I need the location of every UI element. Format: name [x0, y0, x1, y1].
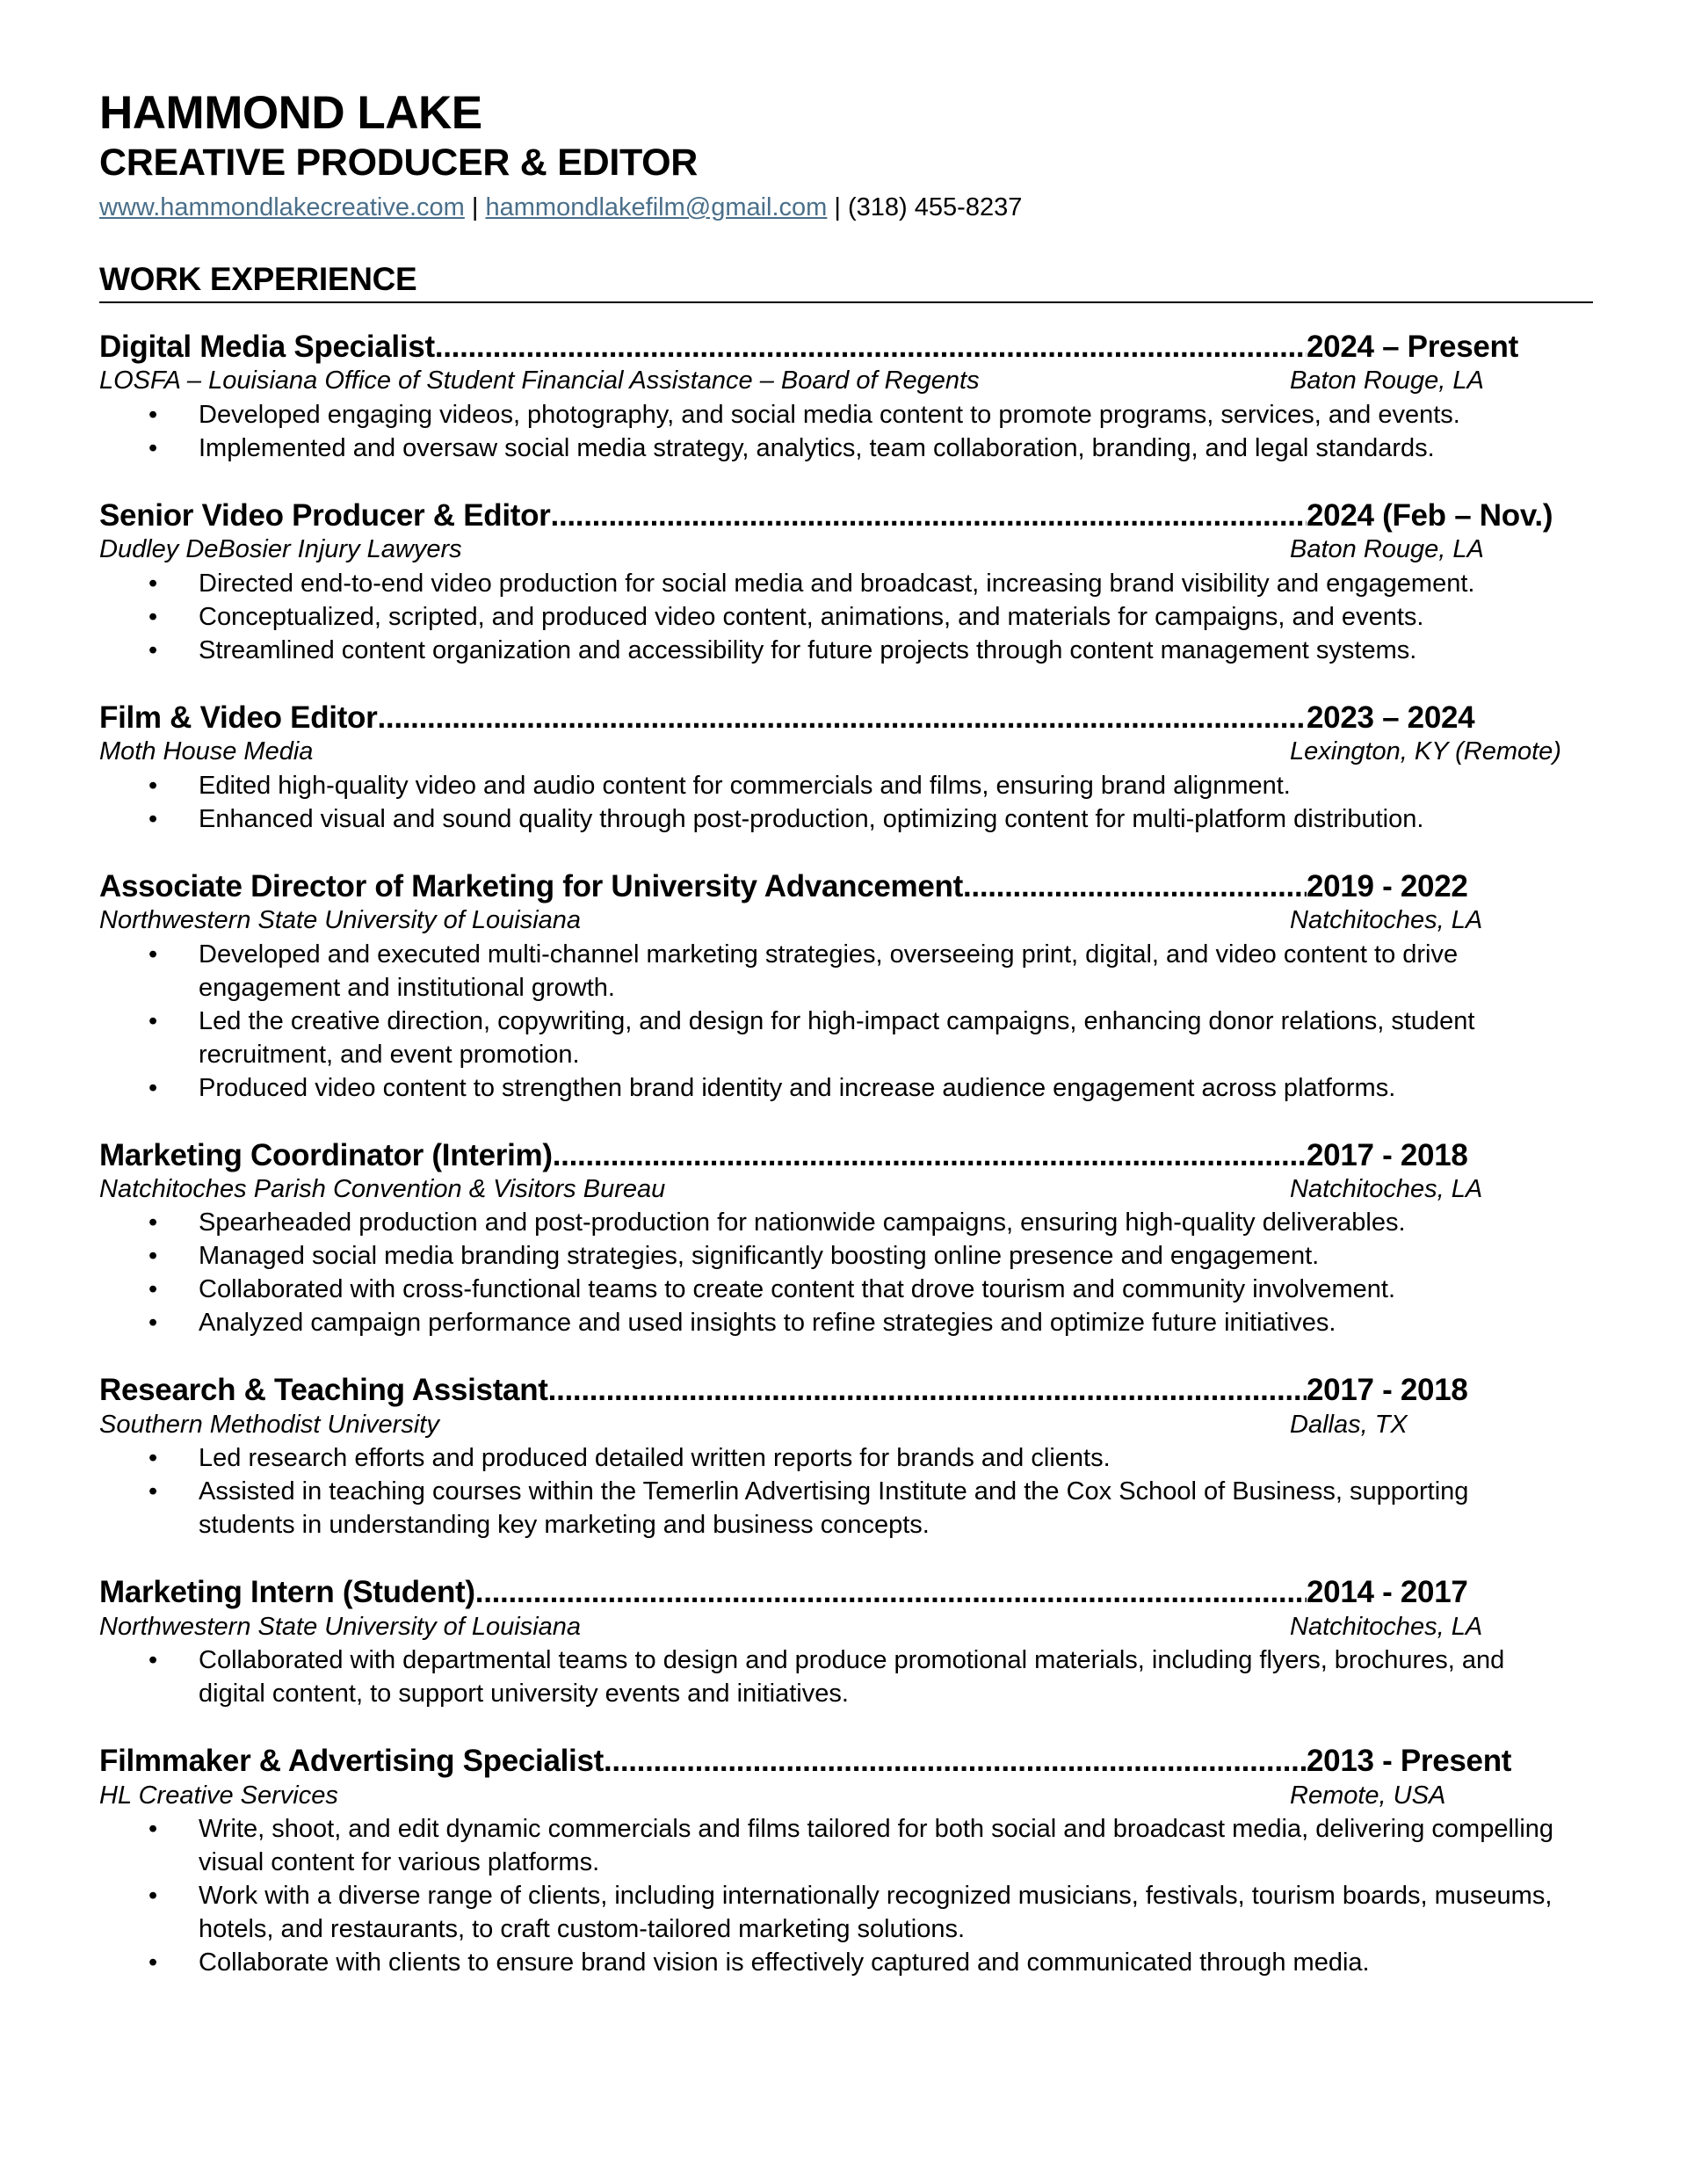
job-bullet — [99, 1643, 1567, 1710]
contact-separator: | — [471, 193, 479, 221]
bullet-text: Collaborated with cross-functional teams to create content that drove tourism and community involvement. — [199, 1275, 1396, 1304]
job-bullet-list — [99, 769, 1593, 836]
job-title: Associate Director of Marketing for University Advancement — [99, 868, 963, 903]
job-bullet-list — [99, 1206, 1593, 1339]
job-title: Marketing Intern (Student) — [99, 1575, 475, 1610]
job-bullet — [99, 1879, 1567, 1946]
job-dates: 2017 - 2018 — [1307, 1137, 1468, 1172]
bullet-icon: • — [148, 804, 158, 833]
bullet-icon: • — [148, 1882, 158, 1911]
job-location: Natchitoches, LA — [1290, 1174, 1483, 1203]
job-organization: Moth House Media — [99, 736, 314, 765]
bullet-icon: • — [148, 771, 158, 800]
job-title: Digital Media Specialist — [99, 329, 435, 364]
job-entry — [99, 330, 1593, 465]
candidate-title: CREATIVE PRODUCER & EDITOR — [99, 141, 699, 184]
bullet-icon: • — [148, 1006, 158, 1035]
job-dates: 2024 (Feb – Nov.) — [1307, 497, 1553, 533]
job-location: Remote, USA — [1290, 1781, 1446, 1810]
dot-leader — [475, 1575, 1307, 1610]
job-heading — [99, 700, 1567, 736]
job-bullet-list — [99, 1812, 1593, 1979]
bullet-text: Spearheaded production and post-production for nationwide campaigns, ensuring high-quality deliverables. — [199, 1208, 1406, 1237]
job-bullet — [99, 769, 1567, 802]
candidate-name: HAMMOND LAKE — [99, 87, 482, 139]
contact-separator: | — [834, 193, 841, 221]
bullet-text: Streamlined content organization and accessibility for future projects through content management systems. — [199, 635, 1417, 664]
job-organization: HL Creative Services — [99, 1781, 338, 1810]
dot-leader — [435, 330, 1307, 365]
job-bullet-list — [99, 398, 1593, 465]
job-subheading — [99, 904, 1593, 938]
bullet-icon: • — [148, 400, 158, 429]
job-heading — [99, 1373, 1567, 1408]
job-bullet — [99, 398, 1567, 432]
job-bullet-list — [99, 567, 1593, 667]
job-location: Natchitoches, LA — [1290, 905, 1483, 934]
job-dates: 2017 - 2018 — [1307, 1373, 1468, 1408]
section-title-work-experience: WORK EXPERIENCE — [99, 261, 1593, 303]
job-heading — [99, 869, 1567, 904]
job-dates: 2023 – 2024 — [1307, 700, 1475, 735]
bullet-icon: • — [148, 1444, 158, 1473]
job-bullet — [99, 1071, 1567, 1105]
bullet-text: Collaborated with departmental teams to design and produce promotional materials, including flyers, brochures, and digital content, to support university events and initiatives. — [199, 1646, 1505, 1709]
job-bullet — [99, 938, 1567, 1005]
job-heading — [99, 498, 1567, 533]
bullet-icon: • — [148, 635, 158, 664]
job-title: Research & Teaching Assistant — [99, 1373, 548, 1408]
bullet-icon: • — [148, 569, 158, 598]
job-entry — [99, 498, 1593, 667]
job-entry — [99, 1373, 1593, 1542]
job-entry — [99, 700, 1593, 836]
bullet-icon: • — [148, 602, 158, 631]
job-bullet-list — [99, 1441, 1593, 1542]
dot-leader — [548, 1373, 1307, 1408]
job-location: Dallas, TX — [1290, 1410, 1408, 1439]
bullet-text: Write, shoot, and edit dynamic commercials and films tailored for both social and broadcast media, delivering compelling visual content for various platforms. — [199, 1815, 1554, 1877]
job-bullet — [99, 1812, 1567, 1879]
job-title: Film & Video Editor — [99, 700, 378, 735]
job-entry — [99, 1744, 1593, 1979]
job-entry — [99, 869, 1593, 1105]
job-location: Natchitoches, LA — [1290, 1612, 1483, 1641]
bullet-icon: • — [148, 433, 158, 462]
dot-leader — [553, 1138, 1307, 1173]
job-bullet — [99, 1005, 1567, 1071]
contact-line — [99, 192, 1593, 223]
job-subheading — [99, 1780, 1593, 1813]
job-subheading — [99, 1409, 1593, 1442]
bullet-text: Produced video content to strengthen brand identity and increase audience engagement across platforms. — [199, 1073, 1396, 1102]
job-list — [99, 330, 1593, 1980]
resume-page — [99, 87, 1593, 2013]
job-bullet — [99, 432, 1567, 465]
job-entry — [99, 1138, 1593, 1340]
bullet-text: Analyzed campaign performance and used insights to refine strategies and optimize future initiatives. — [199, 1309, 1336, 1338]
job-bullet — [99, 567, 1567, 600]
email-link[interactable]: hammondlakefilm@gmail.com — [485, 193, 828, 221]
dot-leader — [551, 498, 1307, 533]
bullet-text: Implemented and oversaw social media strategy, analytics, team collaboration, branding, and legal standards. — [199, 433, 1435, 462]
website-link[interactable]: www.hammondlakecreative.com — [99, 193, 465, 221]
job-bullet — [99, 1239, 1567, 1273]
job-dates: 2024 – Present — [1307, 329, 1518, 364]
job-bullet — [99, 1441, 1567, 1475]
job-heading — [99, 330, 1567, 365]
job-title: Senior Video Producer & Editor — [99, 497, 551, 533]
job-bullet — [99, 1206, 1567, 1239]
bullet-text: Enhanced visual and sound quality through post-production, optimizing content for multi-platform distribution. — [199, 804, 1424, 833]
bullet-icon: • — [148, 940, 158, 969]
job-subheading — [99, 533, 1593, 567]
bullet-text: Edited high-quality video and audio content for commercials and films, ensuring brand alignment. — [199, 771, 1291, 800]
bullet-icon: • — [148, 1073, 158, 1102]
job-bullet — [99, 1946, 1567, 1979]
dot-leader — [604, 1744, 1307, 1779]
job-heading — [99, 1575, 1567, 1610]
dot-leader — [377, 700, 1307, 736]
bullet-text: Collaborate with clients to ensure brand vision is effectively captured and communicated through media. — [199, 1948, 1370, 1977]
job-organization: LOSFA – Louisiana Office of Student Financial Assistance – Board of Regents — [99, 366, 980, 395]
job-location: Baton Rouge, LA — [1290, 534, 1484, 563]
bullet-text: Developed engaging videos, photography, and social media content to promote programs, services, and events. — [199, 400, 1460, 429]
job-organization: Southern Methodist University — [99, 1410, 439, 1439]
bullet-icon: • — [148, 1646, 158, 1675]
bullet-text: Work with a diverse range of clients, including internationally recognized musicians, festivals, tourism boards, museums, hotels, and restaurants, to craft custom-tailored marketing solutions. — [199, 1882, 1553, 1944]
job-bullet — [99, 802, 1567, 836]
job-location: Baton Rouge, LA — [1290, 366, 1484, 395]
bullet-icon: • — [148, 1815, 158, 1844]
bullet-text: Developed and executed multi-channel marketing strategies, overseeing print, digital, and video content to drive engagement and institutional growth. — [199, 940, 1459, 1002]
bullet-icon: • — [148, 1309, 158, 1338]
bullet-text: Assisted in teaching courses within the Temerlin Advertising Institute and the Cox School of Business, supporting students in understanding key marketing and business concepts. — [199, 1477, 1469, 1540]
phone-number: (318) 455-8237 — [848, 193, 1023, 221]
job-dates: 2019 - 2022 — [1307, 868, 1468, 903]
job-heading — [99, 1138, 1567, 1173]
bullet-text: Led the creative direction, copywriting, and design for high-impact campaigns, enhancing donor relations, student recruitment, and event promotion. — [199, 1006, 1475, 1069]
bullet-icon: • — [148, 1477, 158, 1506]
job-subheading — [99, 1611, 1593, 1644]
bullet-text: Managed social media branding strategies, significantly boosting online presence and engagement. — [199, 1242, 1320, 1271]
job-organization: Natchitoches Parish Convention & Visitors Bureau — [99, 1174, 666, 1203]
job-subheading — [99, 365, 1593, 398]
dot-leader — [963, 869, 1307, 904]
job-location: Lexington, KY (Remote) — [1290, 736, 1561, 765]
job-entry — [99, 1575, 1593, 1710]
job-bullet-list — [99, 1643, 1593, 1710]
bullet-icon: • — [148, 1948, 158, 1977]
job-title: Filmmaker & Advertising Specialist — [99, 1744, 604, 1779]
job-bullet — [99, 1475, 1567, 1542]
job-bullet — [99, 1273, 1567, 1306]
job-organization: Northwestern State University of Louisiana — [99, 905, 582, 934]
bullet-icon: • — [148, 1242, 158, 1271]
bullet-text: Led research efforts and produced detailed written reports for brands and clients. — [199, 1444, 1111, 1473]
job-bullet — [99, 634, 1567, 667]
bullet-icon: • — [148, 1275, 158, 1304]
job-organization: Dudley DeBosier Injury Lawyers — [99, 534, 462, 563]
job-heading — [99, 1744, 1567, 1779]
bullet-text: Conceptualized, scripted, and produced video content, animations, and materials for campaigns, and events. — [199, 602, 1424, 631]
job-bullet-list — [99, 938, 1593, 1105]
job-dates: 2013 - Present — [1307, 1744, 1512, 1779]
bullet-icon: • — [148, 1208, 158, 1237]
job-bullet — [99, 600, 1567, 634]
job-dates: 2014 - 2017 — [1307, 1575, 1468, 1610]
job-bullet — [99, 1306, 1567, 1339]
job-subheading — [99, 1173, 1593, 1207]
job-title: Marketing Coordinator (Interim) — [99, 1137, 553, 1172]
bullet-text: Directed end-to-end video production for social media and broadcast, increasing brand visibility and engagement. — [199, 569, 1475, 598]
job-subheading — [99, 736, 1593, 769]
job-organization: Northwestern State University of Louisiana — [99, 1612, 582, 1641]
